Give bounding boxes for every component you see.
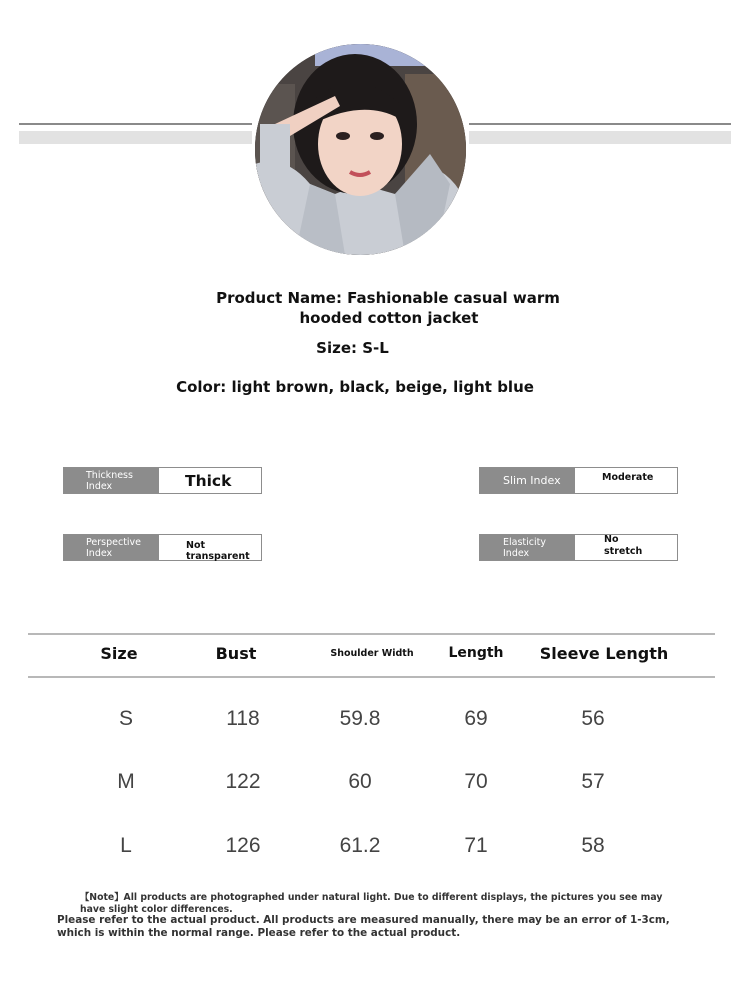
cell-length: 70 [464,770,488,793]
table-top-divider [28,633,715,635]
note-line2: have slight color differences. [80,904,233,915]
perspective-index-label: Perspective Index [64,535,159,560]
product-name-line2: hooded cotton jacket [299,309,479,327]
cell-sleeve: 56 [581,707,605,730]
thickness-index-label: Thickness Index [64,468,159,493]
cell-length: 69 [464,707,488,730]
elasticity-index [479,534,678,561]
table-header-divider [28,676,715,678]
elasticity-index-value: No stretch [604,534,643,557]
col-header-bust: Bust [215,644,257,663]
col-header-size: Size [100,644,138,663]
cell-bust: 122 [225,770,261,793]
product-size: Size: S-L [316,339,389,357]
thickness-index-value: Thick [185,471,232,490]
thickness-index [63,467,262,494]
col-header-length: Length [448,645,504,661]
slim-index [479,467,678,494]
cell-bust: 126 [225,834,261,857]
cell-size: S [118,707,133,730]
cell-sleeve: 58 [581,834,605,857]
cell-sleeve: 57 [581,770,605,793]
cell-length: 71 [464,834,488,857]
cell-size: L [120,834,132,857]
cell-shoulder: 61.2 [339,834,381,857]
col-header-shoulder-width: Shoulder Width [330,648,414,659]
cell-shoulder: 60 [348,770,372,793]
perspective-index-value: Not transparent [186,540,250,562]
model-avatar [255,44,466,255]
cell-bust: 118 [226,707,260,730]
header-band-left [19,131,252,144]
header-band-right [469,131,731,144]
note-line4: which is within the normal range. Please refer to the actual product. [57,927,461,939]
col-header-sleeve-length: Sleeve Length [539,644,669,663]
elasticity-index-label: Elasticity Index [480,535,575,560]
perspective-index [63,534,262,561]
note-line3: Please refer to the actual product. All products are measured manually, there may be an error of 1-3cm, [57,914,670,926]
header-line-left [19,123,252,125]
model-photo-illustration [255,44,466,255]
product-name-line1: Product Name: Fashionable casual warm [216,289,560,307]
cell-shoulder: 59.8 [339,707,381,730]
slim-index-label: Slim Index [480,468,575,493]
slim-index-value: Moderate [602,472,654,483]
note-line1: 【Note】All products are photographed under natural light. Due to different displays, the pictures you see may [80,892,663,903]
header-line-right [469,123,731,125]
cell-size: M [117,770,135,793]
product-colors: Color: light brown, black, beige, light blue [176,378,534,396]
